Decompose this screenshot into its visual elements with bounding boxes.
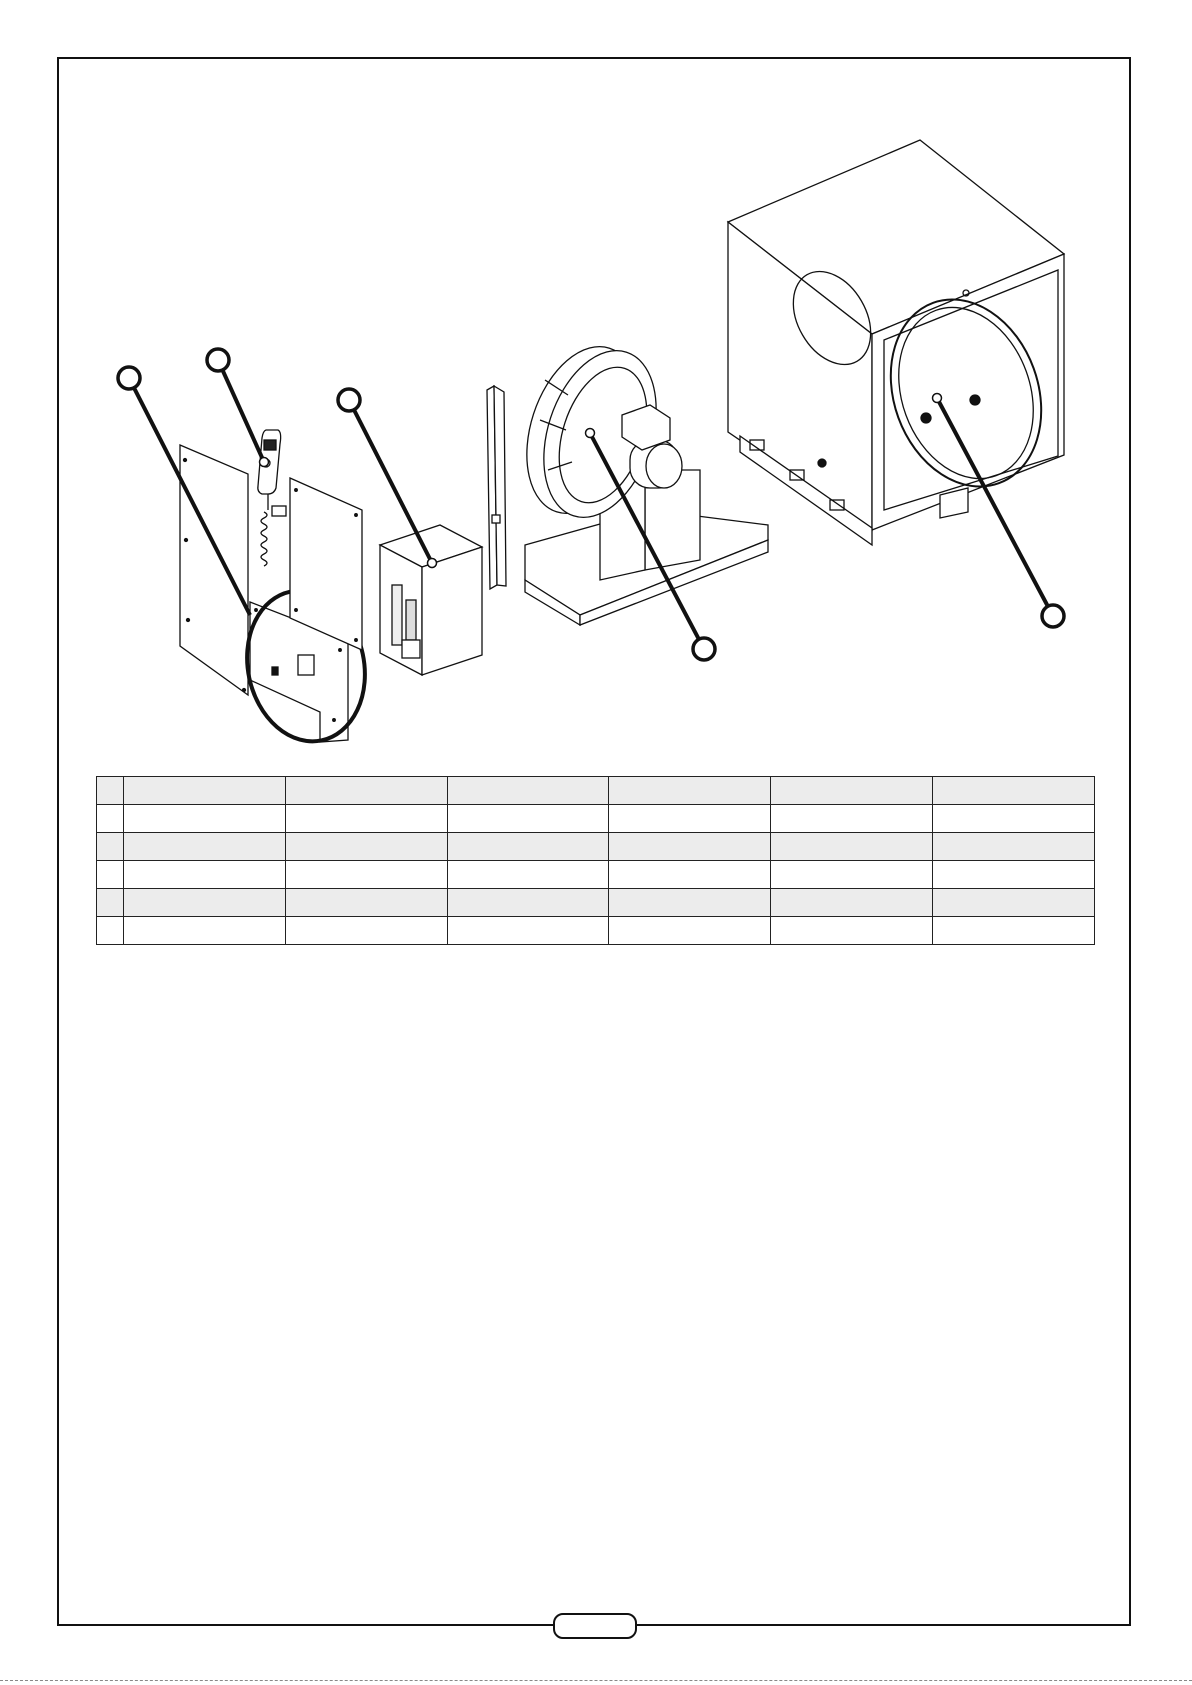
table-cell bbox=[933, 889, 1095, 917]
table-cell bbox=[285, 861, 447, 889]
table-cell bbox=[609, 861, 771, 889]
table-cell bbox=[609, 805, 771, 833]
table-cell bbox=[609, 833, 771, 861]
table-cell bbox=[447, 861, 609, 889]
table-cell bbox=[609, 777, 771, 805]
table-cell-index bbox=[97, 805, 124, 833]
table-cell bbox=[285, 777, 447, 805]
callout-1 bbox=[118, 367, 140, 389]
callout-4 bbox=[693, 638, 715, 660]
table-cell bbox=[771, 833, 933, 861]
table-cell bbox=[285, 917, 447, 945]
table-cell bbox=[124, 833, 286, 861]
table-cell bbox=[933, 777, 1095, 805]
table-cell bbox=[447, 833, 609, 861]
table-cell bbox=[124, 777, 286, 805]
vertical-rail bbox=[487, 386, 506, 589]
table-cell bbox=[933, 917, 1095, 945]
callout-3 bbox=[338, 389, 360, 411]
remote-controller bbox=[258, 430, 286, 566]
table-cell bbox=[933, 861, 1095, 889]
table-cell bbox=[771, 777, 933, 805]
table-cell bbox=[447, 889, 609, 917]
table-cell bbox=[771, 805, 933, 833]
fan-housing bbox=[728, 140, 1066, 545]
table-cell bbox=[771, 889, 933, 917]
callout-2 bbox=[207, 349, 229, 371]
exploded-view-drawing bbox=[0, 0, 1192, 760]
table-cell-index bbox=[97, 889, 124, 917]
control-box bbox=[380, 525, 482, 675]
table-row bbox=[97, 833, 1095, 861]
table-cell bbox=[447, 917, 609, 945]
table-row bbox=[97, 777, 1095, 805]
page-number-tab bbox=[553, 1613, 637, 1639]
table-cell-index bbox=[97, 777, 124, 805]
table-cell bbox=[285, 889, 447, 917]
table-cell bbox=[285, 833, 447, 861]
table-cell-index bbox=[97, 917, 124, 945]
table-cell bbox=[124, 805, 286, 833]
table-cell bbox=[609, 917, 771, 945]
table-cell-index bbox=[97, 833, 124, 861]
table-cell bbox=[447, 777, 609, 805]
table-row bbox=[97, 917, 1095, 945]
table-cell bbox=[933, 805, 1095, 833]
callout-5 bbox=[1042, 605, 1064, 627]
table-cell bbox=[124, 861, 286, 889]
table-cell bbox=[933, 833, 1095, 861]
table-row bbox=[97, 889, 1095, 917]
table-cell bbox=[124, 889, 286, 917]
table-cell bbox=[285, 805, 447, 833]
table-row bbox=[97, 861, 1095, 889]
parts-table bbox=[96, 776, 1095, 945]
table-cell bbox=[771, 861, 933, 889]
table-cell bbox=[609, 889, 771, 917]
table-cell-index bbox=[97, 861, 124, 889]
table-cell bbox=[771, 917, 933, 945]
side-panel-left bbox=[180, 445, 248, 695]
table-row bbox=[97, 805, 1095, 833]
table-cell bbox=[447, 805, 609, 833]
bottom-cut-line bbox=[0, 1680, 1192, 1681]
table-cell bbox=[124, 917, 286, 945]
